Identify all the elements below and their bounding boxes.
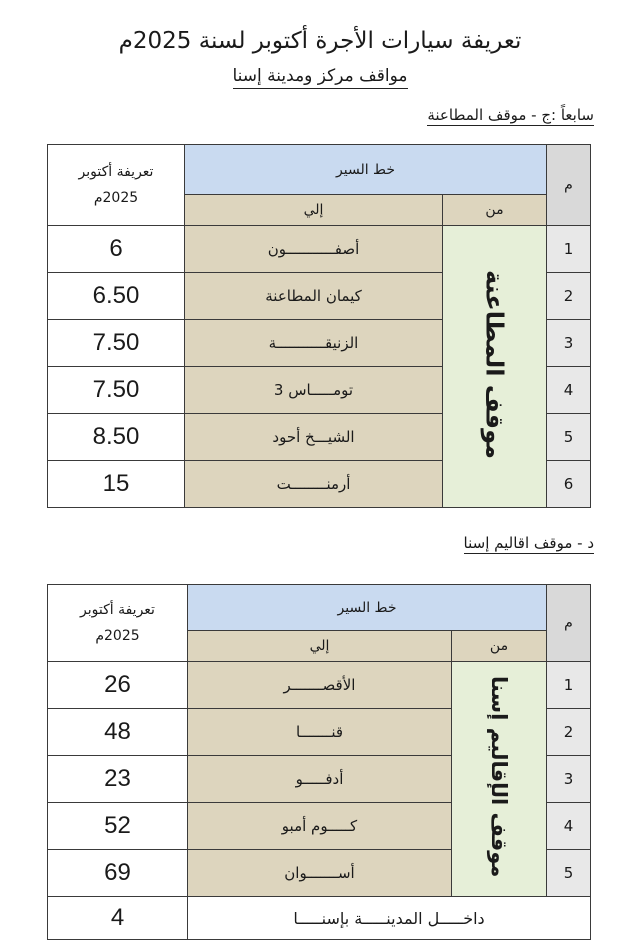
fare-cell: 26 [48, 662, 188, 709]
destination-cell: كيمان المطاعنة [185, 273, 443, 320]
table-row [48, 897, 591, 940]
row-number: 2 [547, 273, 591, 320]
destination-cell: أرمنــــــــت [185, 461, 443, 508]
destination-cell: أدفـــــو [188, 756, 452, 803]
from-station-cell [443, 226, 547, 508]
route-header: خط السير [188, 585, 547, 631]
destination-cell: الشيـــخ أحود [185, 414, 443, 461]
row-number: 1 [547, 226, 591, 273]
fare-cell: 6.50 [48, 273, 185, 320]
fare-header-line2: 2025م [93, 190, 139, 206]
destination-cell: كـــــوم أمبو [188, 803, 452, 850]
section2-heading: د - موقف اقاليم إسنا [463, 534, 594, 552]
to-header: إلي [188, 631, 452, 662]
destination-cell: الزنيقـــــــــــة [185, 320, 443, 367]
destination-cell: أســـــــوان [188, 850, 452, 897]
row-number: 3 [547, 320, 591, 367]
fare-cell: 69 [48, 850, 188, 897]
from-header: من [443, 195, 547, 226]
num-header: م [547, 145, 591, 226]
page-title: تعريفة سيارات الأجرة أكتوبر لسنة 2025م [118, 28, 522, 54]
row-number: 1 [547, 662, 591, 709]
row-number: 6 [547, 461, 591, 508]
from-station-label: موقف الإقاليم إسنا [487, 676, 511, 878]
page-subtitle [0, 66, 640, 86]
fare-header [48, 585, 188, 662]
destination-cell: تومـــــاس 3 [185, 367, 443, 414]
fare-cell: 23 [48, 756, 188, 803]
fare-cell: 15 [48, 461, 185, 508]
row-number: 4 [547, 803, 591, 850]
section1-fare-table [47, 144, 591, 508]
fare-header-line1: تعريفة أكتوبر [80, 602, 155, 618]
to-header: إلي [185, 195, 443, 226]
row-number: 3 [547, 756, 591, 803]
fare-header-line1: تعريفة أكتوبر [78, 164, 154, 180]
section2-fare-table [47, 584, 591, 940]
fare-cell: 52 [48, 803, 188, 850]
fare-cell: 4 [48, 897, 188, 940]
fare-cell: 7.50 [48, 367, 185, 414]
row-number: 2 [547, 709, 591, 756]
table-row [48, 226, 591, 273]
fare-cell: 7.50 [48, 320, 185, 367]
page-subtitle-text: مواقف مركز ومدينة إسنا [233, 66, 408, 89]
destination-cell: الأقصـــــــر [188, 662, 452, 709]
row-number: 5 [547, 414, 591, 461]
fare-cell: 48 [48, 709, 188, 756]
row-number: 5 [547, 850, 591, 897]
num-header: م [547, 585, 591, 662]
from-header: من [452, 631, 547, 662]
fare-header-line2: 2025م [95, 628, 140, 644]
destination-cell: أصفـــــــــــون [185, 226, 443, 273]
inside-city-cell: داخـــــل المدينـــــة بإسنـــــا [188, 897, 591, 940]
from-station-label: موقف المطاعنة [480, 269, 509, 460]
table-row [48, 662, 591, 709]
section1-heading: سابعاً :ج - موقف المطاعنة [427, 106, 594, 124]
fare-cell: 8.50 [48, 414, 185, 461]
fare-header [48, 145, 185, 226]
row-number: 4 [547, 367, 591, 414]
route-header: خط السير [185, 145, 547, 195]
fare-cell: 6 [48, 226, 185, 273]
destination-cell: قنـــــــا [188, 709, 452, 756]
from-station-cell [452, 662, 547, 897]
